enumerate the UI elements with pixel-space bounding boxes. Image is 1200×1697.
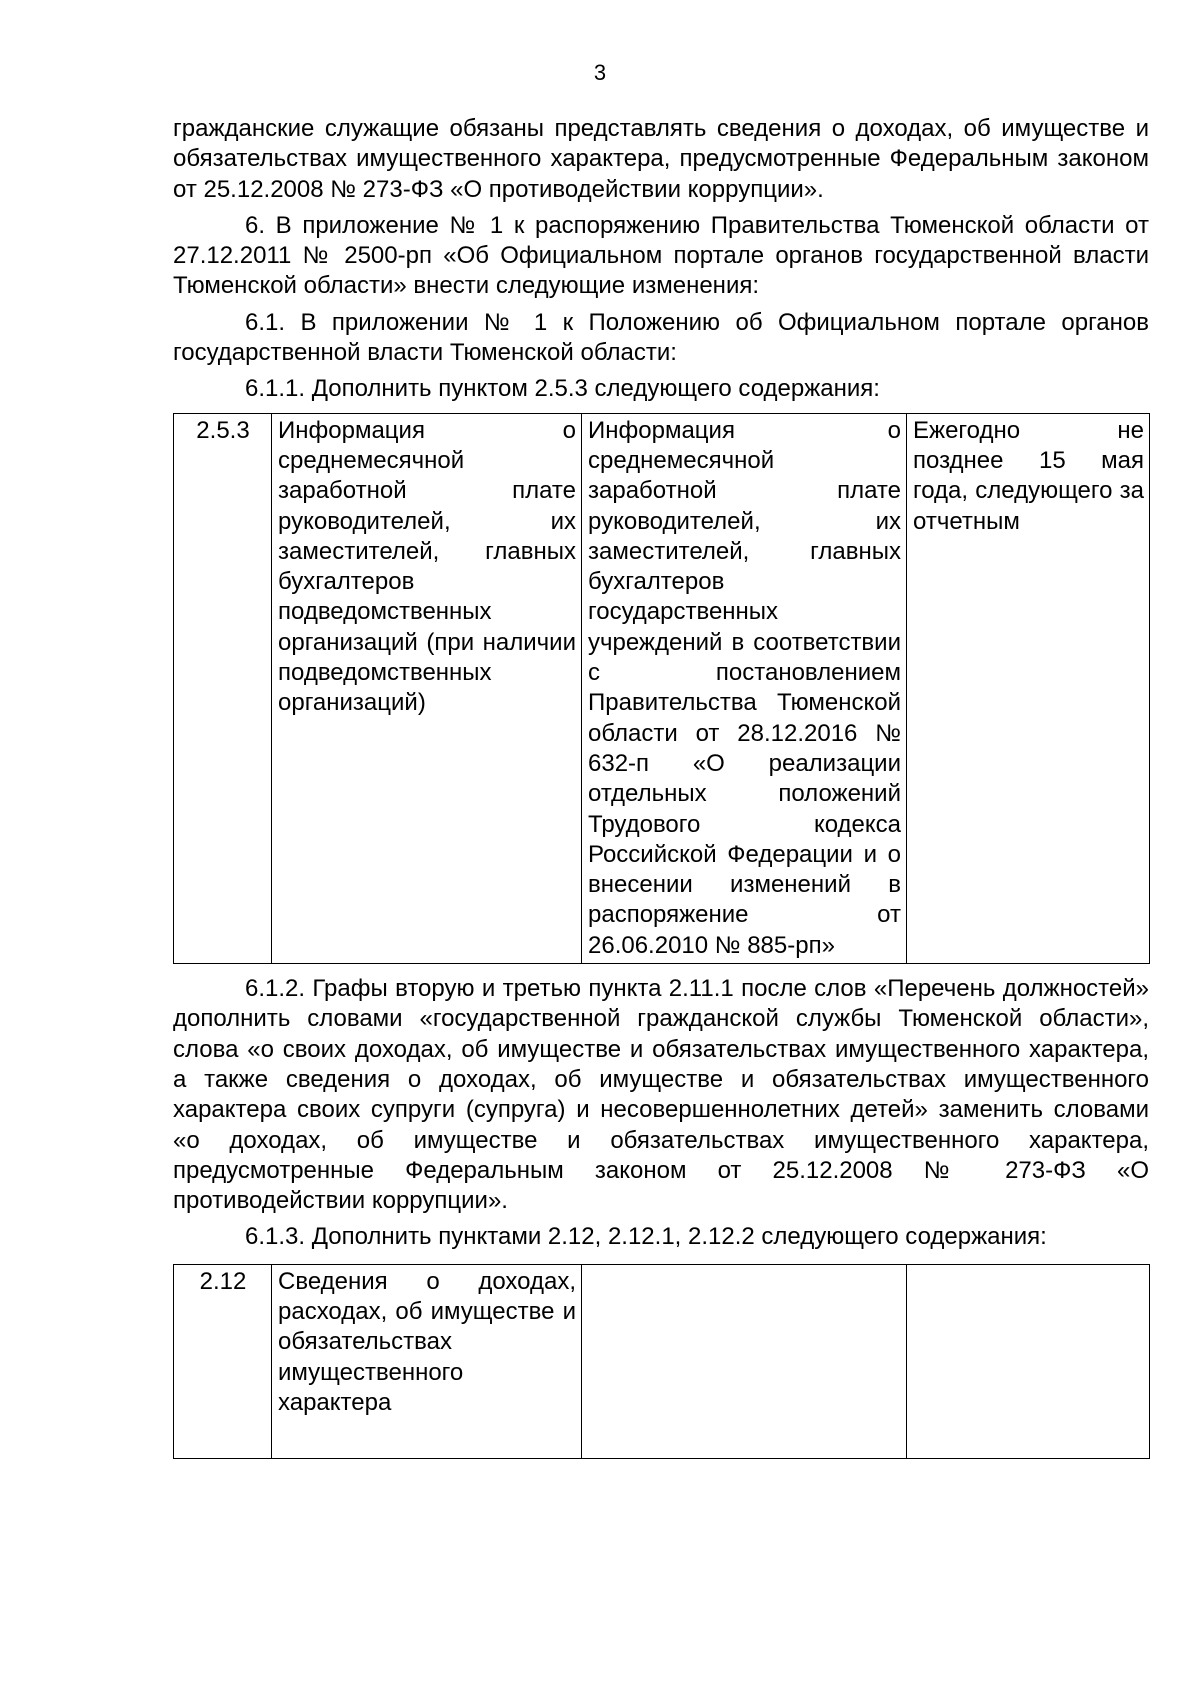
paragraph-item-6-1: 6.1. В приложении № 1 к Положению об Официальном портале органов государственной власти Тюменской области:	[173, 308, 1149, 367]
table-cell-column-2: Информация о среднемесячной заработной плате руководителей, их заместителей, главных бухгалтеров подведомственных организаций (при наличии подведомственных организаций)	[272, 413, 582, 963]
table-row	[174, 1264, 1150, 1458]
paragraph-item-6-1-2: 6.1.2. Графы вторую и третью пункта 2.11.1 после слов «Перечень должностей» дополнить словами «государственной гражданской службы Тюменской области», слова «о своих доходах, об имуществе и обязательствах имущественного характера, а также сведения о доходах, об имуществе и обязательствах имущественного характера своих супруги (супруга) и несовершеннолетних детей» заменить словами «о доходах, об имуществе и обязательствах имущественного характера, предусмотренные Федеральным законом от 25.12.2008 № 273-ФЗ «О противодействии коррупции».	[173, 975, 1149, 1215]
table-cell-column-4	[907, 1264, 1150, 1458]
table-cell-column-3: Информация о среднемесячной заработной плате руководителей, их заместителей, главных бухгалтеров государственных учреждений в соответствии с постановлением Правительства Тюменской области от 28.12.2016 № 632-п «О реализации отдельных положений Трудового кодекса Российской Федерации и о внесении изменений в распоряжение от 26.06.2010 № 885-рп»	[582, 413, 907, 963]
table-cell-column-2: Сведения о доходах, расходах, об имуществе и обязательствах имущественного характера	[272, 1264, 582, 1458]
table-item-2-12	[173, 1264, 1150, 1459]
table-cell-number: 2.5.3	[174, 413, 272, 963]
table-row	[174, 413, 1150, 963]
document-body	[173, 114, 1149, 1459]
paragraph-item-6-1-3: 6.1.3. Дополнить пунктами 2.12, 2.12.1, 2.12.2 следующего содержания:	[245, 1223, 1047, 1251]
paragraph-item-6-1-1: 6.1.1. Дополнить пунктом 2.5.3 следующего содержания:	[245, 375, 880, 403]
table-cell-column-3	[582, 1264, 907, 1458]
page-number: 3	[593, 60, 607, 85]
table-cell-number: 2.12	[174, 1264, 272, 1458]
paragraph-item-6: 6. В приложение № 1 к распоряжению Правительства Тюменской области от 27.12.2011 № 2500-рп «Об Официальном портале органов государственной власти Тюменской области» внести следующие изменения:	[173, 211, 1149, 300]
table-item-2-5-3	[173, 413, 1150, 964]
table-cell-column-4: Ежегодно не позднее 15 мая года, следующего за отчетным	[907, 413, 1150, 963]
paragraph-continuation: гражданские служащие обязаны представлять сведения о доходах, об имуществе и обязательствах имущественного характера, предусмотренные Федеральным законом от 25.12.2008 № 273-ФЗ «О противодействии коррупции».	[173, 115, 1149, 203]
